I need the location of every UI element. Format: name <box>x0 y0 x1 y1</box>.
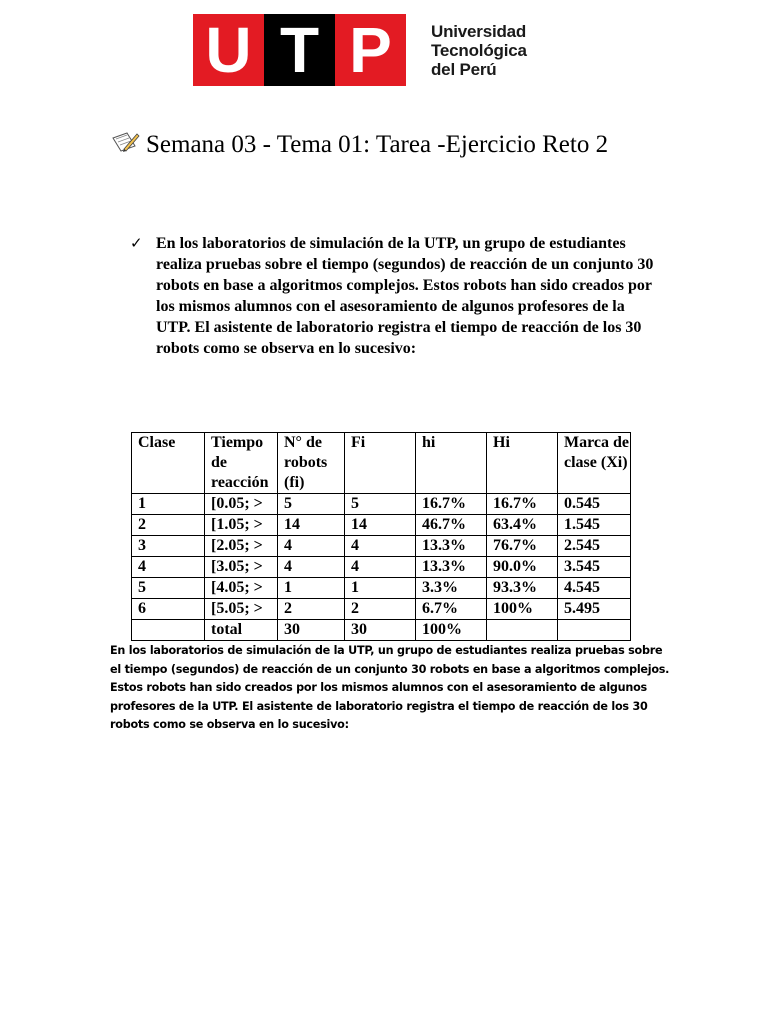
cell-hi: 16.7% <box>416 494 487 515</box>
title-text: Semana 03 - Tema 01: Tarea -Ejercicio Reto 2 <box>146 131 609 158</box>
repeated-paragraph: En los laboratorios de simulación de la UTP, un grupo de estudiantes realiza pruebas sobre el tiempo (segundos) de reacción de un conjunto 30 robots en base a algoritmos complejos. Estos robots han sido creados por los mismos alumnos con el asesoramiento de algunos profesores de la UTP. El asistente de laboratorio registra el tiempo de reacción de los 30 robots como se observa en lo sucesivo: <box>110 644 670 731</box>
logo-letter-t: T <box>264 14 335 86</box>
statement-text: En los laboratorios de simulación de la UTP, un grupo de estudiantes realiza pruebas sobre el tiempo (segundos) de reacción de un conjunto 30 robots en base a algoritmos complejos. Estos robots han sido creados por los mismos alumnos con el asesoramiento de algunos profesores de la UTP. El asistente de laboratorio registra el tiempo de reacción de los 30 robots como se observa en lo sucesivo: <box>156 235 654 357</box>
cell-hi-acum: 93.3% <box>487 578 558 599</box>
cell-robots: 5 <box>278 494 345 515</box>
cell-hi-acum: 90.0% <box>487 557 558 578</box>
table-row <box>132 620 631 641</box>
cell-clase: 6 <box>132 599 205 620</box>
cell-tiempo: [3.05; > <box>205 557 278 578</box>
cell-hi-acum <box>487 620 558 641</box>
page-title <box>110 128 710 161</box>
cell-fi-acum: 2 <box>345 599 416 620</box>
cell-robots: 14 <box>278 515 345 536</box>
cell-tiempo: [5.05; > <box>205 599 278 620</box>
header-tiempo: Tiempo de reacción <box>205 433 278 494</box>
logo-letter-u: U <box>193 14 264 86</box>
table-body <box>132 494 631 641</box>
cell-robots: 2 <box>278 599 345 620</box>
frequency-table <box>131 432 631 641</box>
cell-tiempo: [2.05; > <box>205 536 278 557</box>
logo-name-line-1: Universidad <box>431 21 527 41</box>
header-marca: Marca de clase (Xi) <box>558 433 631 494</box>
header-hi-acum: Hi <box>487 433 558 494</box>
header-fi-acum: Fi <box>345 433 416 494</box>
table-header-row <box>132 433 631 494</box>
cell-clase: 1 <box>132 494 205 515</box>
cell-fi-acum: 1 <box>345 578 416 599</box>
cell-fi-acum: 4 <box>345 557 416 578</box>
logo-name-line-2: Tecnológica <box>431 40 527 60</box>
table-row <box>132 515 631 536</box>
logo-university-name <box>431 14 527 86</box>
cell-marca: 4.545 <box>558 578 631 599</box>
utp-logo <box>193 14 553 86</box>
cell-clase: 4 <box>132 557 205 578</box>
checkmark-icon: ✓ <box>130 234 143 252</box>
cell-clase: 5 <box>132 578 205 599</box>
cell-fi-acum: 14 <box>345 515 416 536</box>
cell-clase: 2 <box>132 515 205 536</box>
cell-hi-acum: 100% <box>487 599 558 620</box>
cell-marca: 3.545 <box>558 557 631 578</box>
cell-hi-acum: 76.7% <box>487 536 558 557</box>
table-row <box>132 494 631 515</box>
cell-hi: 13.3% <box>416 536 487 557</box>
pencil-paper-icon <box>110 130 140 154</box>
logo-name-line-3: del Perú <box>431 59 497 79</box>
header-clase: Clase <box>132 433 205 494</box>
cell-tiempo: total <box>205 620 278 641</box>
cell-fi-acum: 4 <box>345 536 416 557</box>
table-row <box>132 557 631 578</box>
cell-hi: 100% <box>416 620 487 641</box>
header-hi: hi <box>416 433 487 494</box>
cell-fi-acum: 5 <box>345 494 416 515</box>
logo-letter-p: P <box>335 14 406 86</box>
cell-hi-acum: 16.7% <box>487 494 558 515</box>
table-row <box>132 578 631 599</box>
table-row <box>132 536 631 557</box>
cell-tiempo: [0.05; > <box>205 494 278 515</box>
cell-marca <box>558 620 631 641</box>
cell-clase <box>132 620 205 641</box>
cell-clase: 3 <box>132 536 205 557</box>
exercise-statement <box>130 233 660 359</box>
header-robots: N° de robots (fi) <box>278 433 345 494</box>
cell-robots: 4 <box>278 536 345 557</box>
cell-marca: 1.545 <box>558 515 631 536</box>
cell-hi: 46.7% <box>416 515 487 536</box>
cell-hi: 6.7% <box>416 599 487 620</box>
cell-hi-acum: 63.4% <box>487 515 558 536</box>
cell-marca: 0.545 <box>558 494 631 515</box>
cell-hi: 3.3% <box>416 578 487 599</box>
cell-tiempo: [1.05; > <box>205 515 278 536</box>
cell-robots: 4 <box>278 557 345 578</box>
cell-robots: 30 <box>278 620 345 641</box>
cell-hi: 13.3% <box>416 557 487 578</box>
cell-marca: 5.495 <box>558 599 631 620</box>
cell-robots: 1 <box>278 578 345 599</box>
table-row <box>132 599 631 620</box>
cell-marca: 2.545 <box>558 536 631 557</box>
cell-tiempo: [4.05; > <box>205 578 278 599</box>
cell-fi-acum: 30 <box>345 620 416 641</box>
